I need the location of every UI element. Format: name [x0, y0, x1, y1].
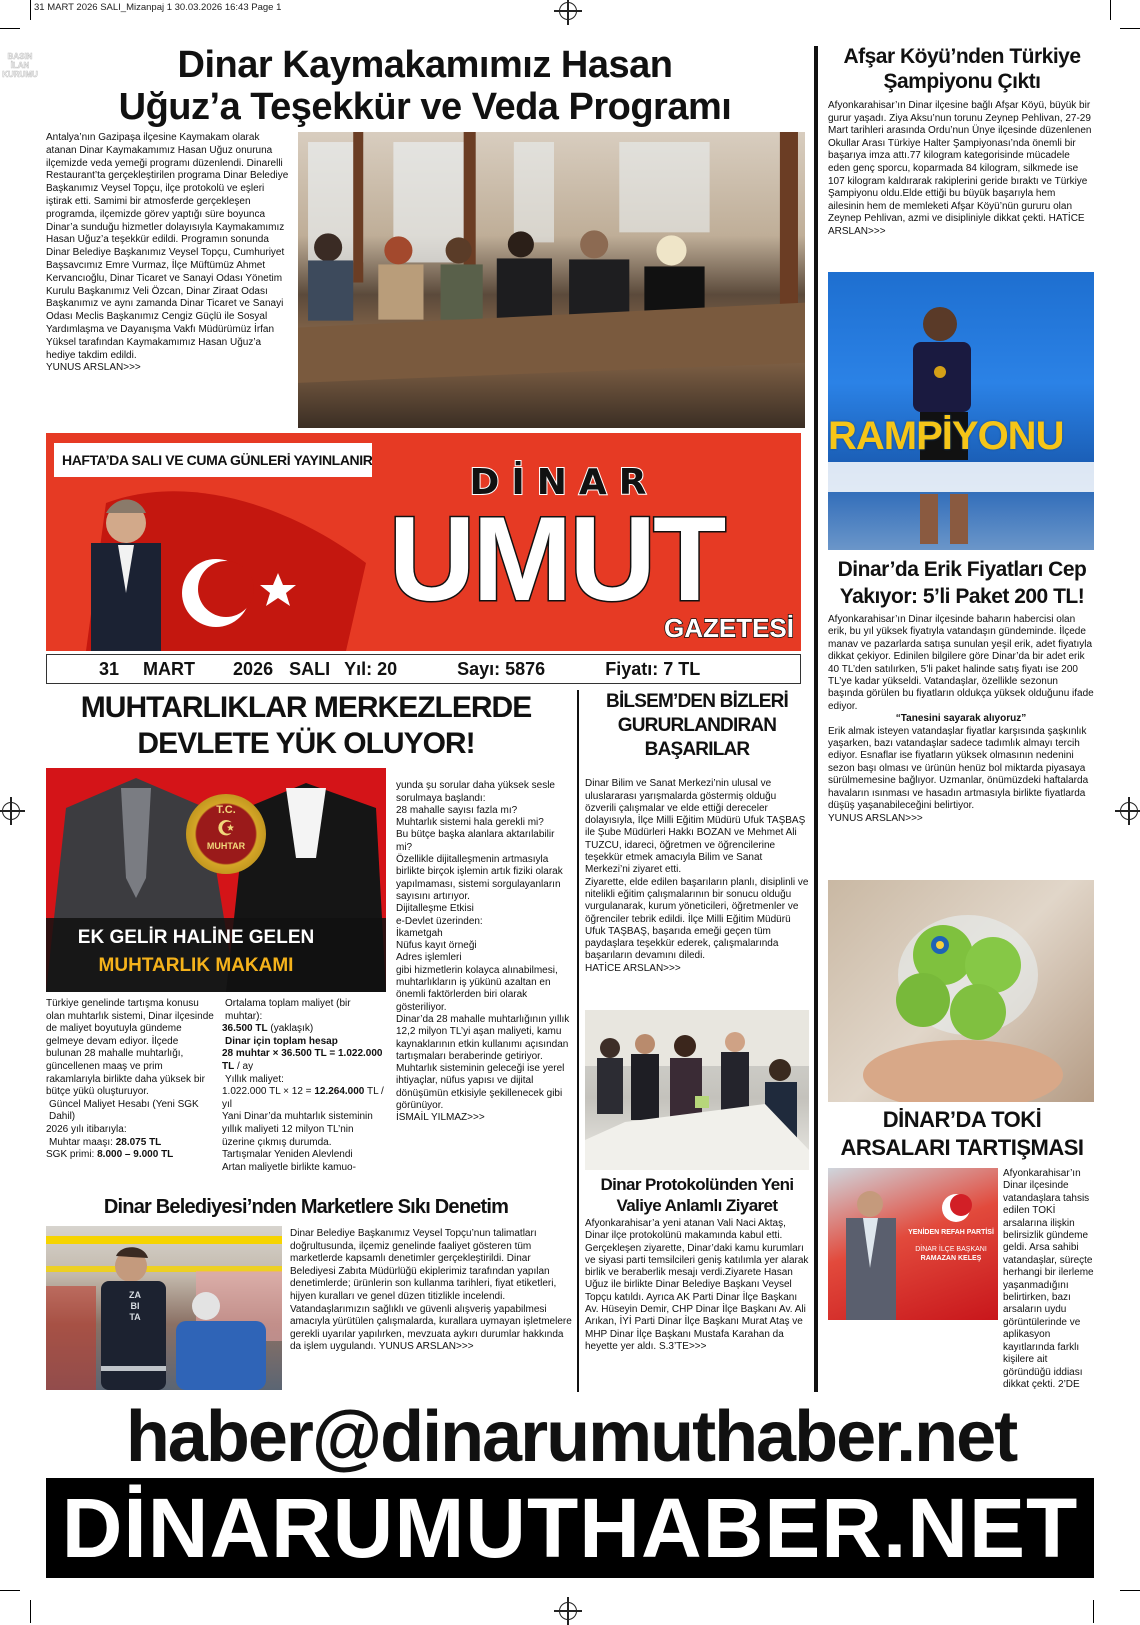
logo-gazetesi: GAZETESİ [663, 613, 794, 643]
price: Fiyatı: 7 TL [605, 658, 701, 679]
article-body [828, 614, 1094, 876]
byline: YUNUS ARSLAN>>> [828, 812, 923, 824]
article-body [585, 766, 809, 1006]
article-text: Artan maliyetle birlikte kamuo- [222, 1161, 356, 1173]
crop-mark [1120, 1590, 1140, 1591]
muhtar-badge [186, 794, 266, 874]
volume-number: Yıl: 20 [344, 658, 398, 679]
column-rule [577, 690, 579, 1392]
headline [40, 1194, 572, 1220]
photo-backdrop-text: RAMPİYONU [828, 414, 1064, 458]
date-year: 2026 [233, 658, 274, 679]
email-banner [46, 1400, 1096, 1474]
headline [584, 1174, 810, 1216]
crop-mark [1110, 0, 1111, 20]
badge-text: MUHTAR [206, 841, 246, 851]
byline: S.3’TE>>> [658, 1340, 707, 1352]
headline-line: Dinar’da Erik Fiyatları Cep [837, 558, 1087, 581]
image-caption-line: EK GELİR HALİNE GELEN [77, 927, 315, 948]
article-text: / ay [234, 1060, 254, 1072]
tagline-box [54, 443, 372, 477]
official-name: RAMAZAN KELEŞ [920, 1255, 982, 1262]
headline-line: Dinar Protokolünden Yeni [600, 1175, 794, 1194]
headline-line: BİLSEM’DEN BİZLERİ [606, 691, 788, 712]
article-body [1003, 1168, 1095, 1392]
article-text: Afyonkarahisar’ın Dinar ilçesine bağlı Afşar Köyü, büyük bir gurur yaşadı. Ziya Aksu’nun torunu Zeynep Pehlivan, 27-29 Mart tarihleri arasında Ordu’nun Ünye ilçesinde düzenlenen Okullar Arası Türkiye Halter Şampiyonası’nda önemli bir başarıya imza attı.77 kilogram kategorisinde mücadele eden genç sporcu, koparmada 84 kilogram, silkmede ise 107 kilogram kaldırarak rakiplerini geride bıraktı ve Türkiye Şampiyonu oldu.Elde ettiği bu büyük başarıyla hem ailesinin hem de memleketi Afşar Köyü’nün gururu olan Zeynep Pehlivan, azmi ve disipliniyle dikkat çekti. [828, 100, 1092, 225]
article-body [290, 1228, 572, 1392]
date-weekday: SALI [289, 658, 331, 679]
sgk-value: 8.000 – 9.000 TL [97, 1149, 174, 1161]
headline-line: Uğuz’a Teşekkür ve Veda Programı [118, 86, 732, 128]
article-text: TL / yıl [222, 1086, 384, 1110]
byline: HATİCE ARSLAN>>> [828, 213, 1085, 237]
headline [822, 556, 1102, 610]
headline [40, 44, 810, 128]
headline-line: Dinar Kaymakamımız Hasan [177, 44, 673, 86]
article-subhead: Güncel Maliyet Hesabı (Yeni SGK Dahil) [49, 1098, 199, 1123]
tagline: HAFTA’DA SALI VE CUMA GÜNLERİ YAYINLANIR [62, 452, 372, 468]
headline-line: Şampiyonu Çıktı [883, 70, 1041, 93]
headline [584, 690, 810, 762]
crop-mark [1093, 1600, 1094, 1623]
headline-line: Afşar Köyü’nden Türkiye [843, 45, 1081, 68]
crop-mark [30, 1600, 31, 1623]
article-text: 1.022.000 TL × 12 = [222, 1086, 315, 1098]
headline-line: Yakıyor: 5’li Paket 200 TL! [839, 585, 1085, 608]
article-column [46, 998, 214, 1188]
article-text: 2026 yılı itibarıyla: [46, 1123, 127, 1135]
headline [824, 44, 1100, 94]
yearly-total: 12.264.000 [314, 1086, 365, 1098]
image-caption-line: MUHTARLIK MAKAMI [98, 955, 294, 976]
headline-line: DİNAR’DA TOKİ [882, 1107, 1042, 1132]
watermark-text: BASIN İLAN [7, 52, 33, 70]
column-rule [814, 46, 818, 1392]
article-subhead: Tartışmalar Yeniden Alevlendi [222, 1149, 353, 1161]
registration-mark-icon [1120, 802, 1138, 820]
crop-mark [30, 0, 31, 20]
photo-caption [906, 1228, 996, 1263]
headline-line: GURURLANDIRAN [617, 715, 777, 736]
byline: İSMAİL YILMAZ>>> [396, 1112, 485, 1124]
badge-text: T.C. [216, 804, 236, 816]
headline-line: Valiye Anlamlı Ziyaret [616, 1196, 778, 1215]
crescent-star-icon: ☪ [217, 818, 235, 840]
watermark-text: KURUMU [2, 70, 38, 79]
average-cost: 36.500 TL [222, 1023, 268, 1035]
article-text: Antalya’nın Gazipaşa ilçesine Kaymakam olarak atanan Dinar Kaymakamımız Hasan Uğuz onuruna ilçemizde veda yemeği programı düzenlendi. Dinarelli Restaurant’ta gerçekleştirilen programa Dinar Belediye Başkanımız Veysel Topçu, ilçe protokolü ve eşleri iştirak etti. Samimi bir atmosferde gerçekleşen programda, ilçemizde görev yaptığı süre boyunca Dinar’a sunduğu hizmetler dolayısıyla Kaymakamımız Hasan Uğuz’a teşekkür edildi. Programın sonunda Dinar Belediye Başkanımız Veysel Topçu, Cumhuriyet Başsavcımız Emre Vurmaz, İlçe Müftümüz Ahmet Kervancıoğlu, Dinar Ticaret ve Sanayi Odası Yönetim Kurulu Başkanımız Veli Özcan, Dinar Ziraat Odası Başkanımız ve aynı zamanda Dinar Ticaret ve Sanayi Odası Meclis Başkanımız Cengiz Güçlü ile Sosyal Yardımlaşma ve Dayanışma Vakfı Müdürümüz İrfan Yüksel tarafından Kaymakamımız Hasan Uğuz’a hediye takdim edildi. [46, 132, 289, 361]
salary-value: 28.075 TL [115, 1136, 162, 1148]
headline-line: BAŞARILAR [644, 739, 750, 760]
photo-farewell-dinner [298, 132, 805, 428]
headline-line: Dinar Belediyesi’nden Marketlere Sıkı Denetim [103, 1196, 509, 1218]
article-column [222, 998, 388, 1188]
image-caption [46, 924, 346, 980]
photo-weightlifting-champion [828, 272, 1094, 550]
article-text: Yani Dinar’da muhtarlık sisteminin yıllık maliyeti 12 milyon TL’nin üzerine çıkmış durumda. [222, 1111, 373, 1148]
article-text: Erik almak isteyen vatandaşlar fiyatlar karşısında şaşkınlık yaşarken, bazı vatandaşlar sadece tadımlık almayı tercih ediyor. Esnaflar ise fiyatların yüksek olmasının nedenini sezon başı olması ve ürünün henüz bol miktarda piyasaya sürülmemesine bağlıyor. Uzmanlar, önümüzdeki haftalarda havaların ısınması ve hasadın artmasıyla birlikte fiyatlarda düşüş yaşanabileceğini belirtiyor. [828, 725, 1089, 812]
headline-line: DEVLETE YÜK OLUYOR! [137, 727, 475, 760]
crop-mark [1120, 28, 1140, 29]
monthly-total: 28 muhtar × 36.500 TL = 1.022.000 TL [222, 1048, 383, 1072]
website-banner [46, 1478, 1094, 1578]
print-slug: 31 MART 2026 SALI_Mizanpaj 1 30.03.2026 16:43 Page 1 [34, 2, 282, 13]
article-text: Afyonkarahisar’a yeni atanan Vali Naci Aktaş, Dinar ilçe protokolünü makamında kabul etti. Gerçekleşen ziyarette, Dinar’daki kamu kurumları ve siyasi parti temsilcileri geniş katılımla yer alarak birlik ve beraberlik mesajı verdi.Ziyarete Hasan Uğuz ile birlikte Dinar Belediye Başkanı Veysel Topçu katıldı. Ayrıca AK Parti Dinar İlçe Başkanı Av. Hüseyin Demir, CHP Dinar İlçe Başkanı Av. Ali Arıkan, İYİ Parti Dinar İlçe Başkanı Murat Ataş ve MHP Dinar İlçe Başkanı Mustafa Karahan da heyette yer aldı. [585, 1218, 809, 1352]
photo-green-plums [828, 880, 1094, 1102]
crop-mark [0, 28, 20, 29]
article-body [46, 132, 292, 428]
date-day: 31 [99, 658, 120, 679]
vest-text: ZABITA [129, 1290, 141, 1322]
date-month: MART [143, 658, 196, 679]
article-text: yunda şu sorular daha yüksek sesle sorulmaya başlandı: 28 mahalle sayısı fazla mı? Muhtarlık sistemi hala gerekli mi? Bu bütçe başka alanlara aktarılabilir mi? Özellikle dijitalleşmenin artmasıyla birlikte birçok işlemin artık fiziki olarak yapılmaması, sistemi sorgulayanların sayısını artırıyor. Dijitalleşme Etkisi e-Devlet üzerinden: İkametgah Nüfus kayıt örneği Adres işlemleri gibi hizmetlerin kolayca alınabilmesi, muhtarlıkların iş yükünü azaltan en önemli faktörlerden biri olarak gösteriliyor. Dinar’da 28 mahalle muhtarlığının yıllık 12,2 milyon TL’yi aşan maliyeti, kamu kaynaklarının etkin kullanımı açısından tartışmaları beraberinde getiriyor. Muhtarlık sisteminin geleceği ise yerel ihtiyaçlar, nüfus yapısı ve dijital dönüşümün etkisiyle şekillenecek gibi görünüyor. [396, 780, 570, 1112]
article-body [585, 1218, 809, 1394]
registration-mark-icon [2, 802, 20, 820]
article-text: Dinar Bilim ve Sanat Merkezi’nin ulusal ve uluslararası yarışmalarda göstermiş olduğu özverili çalışmalar ve elde ettiği dereceler dolayısıyla, İlçe Milli Eğitim Müdürü Ufuk TAŞBAŞ ile Şube Müdürleri Hakkı BOZAN ve Mehmet Ali TUZCU, idareci, öğretmen ve öğrencilerine teşekkür etmek amacıyla Bilim ve Sanat Merkezi’ni ziyaret etti. Ziyarette, elde edilen başarıların planlı, disiplinli ve nitelikli eğitim çalışmalarının bir sonucu olduğu vurgulanarak, kurum yöneticileri, öğretmenler ve öğrenciler tebrik edildi. İlçe Milli Eğitim Müdürü Ufuk TAŞBAŞ, başarıda emeği geçen tüm paydaşlara teşekkür ederek, çalışmalarında başarıların devamını diledi. [585, 778, 809, 962]
dateline-bar [46, 654, 801, 684]
website-link[interactable]: DİNARUMUTHABER.NET [61, 1481, 1079, 1575]
photo-bilsem-visit [585, 1010, 809, 1170]
email-link[interactable]: haber@dinarumuthaber.net [125, 1400, 1017, 1474]
article-text: Afyonkarahisar’ın Dinar ilçesinde baharın habercisi olan erik, bu yıl yüksek fiyatıyla vatandaşın gündeminde. İlçede manav ve pazarlarda satışa sunulan yeşil erik, adet fiyatıyla dikkat çekiyor. Edinilen bilgilere göre Dinar’da bir adet erik 40 TL’den satılırken, 5’li paket halinde satış fiyatı ise 200 TL’ye kadar yükseldi. Vatandaşlar, özellikle sezonun başında görülen bu fiyatların oldukça yüksek olduğunu ifade ediyor. [828, 614, 1094, 712]
masthead-banner [46, 433, 801, 651]
article-subhead: Dinar için toplam hesap [225, 1035, 338, 1047]
registration-mark-icon [559, 1602, 577, 1620]
logo-dinar: DİNAR [469, 462, 659, 503]
sgk-label: SGK primi: [46, 1149, 98, 1161]
logo-umut: UMUT [388, 492, 724, 626]
crop-mark [0, 1590, 20, 1591]
photo-market-inspection [46, 1226, 282, 1390]
article-column [396, 768, 572, 1188]
article-body [828, 100, 1094, 268]
salary-label: Muhtar maaşı: [49, 1136, 116, 1148]
headline [40, 690, 572, 762]
article-subhead: “Tanesini sayarak alıyoruz” [895, 713, 1027, 725]
registration-mark-icon [559, 2, 577, 20]
headline-line: ARSALARI TARTIŞMASI [840, 1135, 1084, 1160]
headline-line: MUHTARLIKLAR MERKEZLERDE [80, 691, 532, 724]
article-subhead: Yıllık maliyet: [225, 1073, 284, 1085]
article-text: Dinar Belediye Başkanımız Veysel Topçu’nun talimatları doğrultusunda, ilçemiz genelinde faaliyet gösteren tüm marketlerde kapsamlı denetimler gerçekleştirildi. Dinar Belediyesi Zabıta Müdürlüğü ekiplerimiz tarafından yapılan denetimlerde; ürünlerin son kullanma tarihleri, fiyat etiketleri, hijyen kuralları ve genel düzen titizlikle incelendi. Vatandaşlarımızın sağlıklı ve güvenli alışveriş yapabilmesi amacıyla yürütülen çalışmalarda, kurallara uymayan işletmelere gerekli uyarılar yapılırken, mevzuata aykırı durumlar hakkında da işlem uygulandı. [290, 1228, 572, 1353]
headline [822, 1106, 1102, 1162]
article-text: Afyonkarahisar’ın Dinar ilçesinde vatandaşlara tahsis edilen TOKİ arsalarına ilişkin belirsizlik gündeme geldi. Arsa sahibi vatandaşlar, süreçte herhangi bir ilerleme yaşanmadığını belirtirken, bazı arsaların uydu görüntülerinde ve aplikasyon kayıtlarında farklı kişilere ait göründüğü iddiası dikkat çekti. 2’DE [1003, 1168, 1094, 1390]
photo-muhtar-illustration [46, 768, 386, 992]
party-name: YENİDEN REFAH PARTİSİ [908, 1229, 994, 1236]
article-text: (yaklaşık) [267, 1023, 314, 1035]
byline: YUNUS ARSLAN>>> [46, 362, 141, 374]
byline: YUNUS ARSLAN>>> [378, 1341, 474, 1353]
official-title: DİNAR İLÇE BAŞKANI [915, 1246, 987, 1253]
article-text: Ortalama toplam maliyet (bir muhtar): [225, 998, 351, 1022]
photo-party-official [828, 1168, 998, 1320]
article-text: Türkiye genelinde tartışma konusu olan muhtarlık sistemi, Dinar ilçesinde de maliyet boyutuyla gündeme gelmeye devam ediyor. İlçede bulunan 28 mahalle muhtarlığı, güncellenen maaş ve prim rakamlarıyla birlikte daha yüksek bir bütçe yükü oluşturuyor. [46, 998, 214, 1098]
byline: HATİCE ARSLAN>>> [585, 962, 681, 974]
watermark [2, 52, 38, 79]
issue-number: Sayı: 5876 [457, 658, 546, 679]
